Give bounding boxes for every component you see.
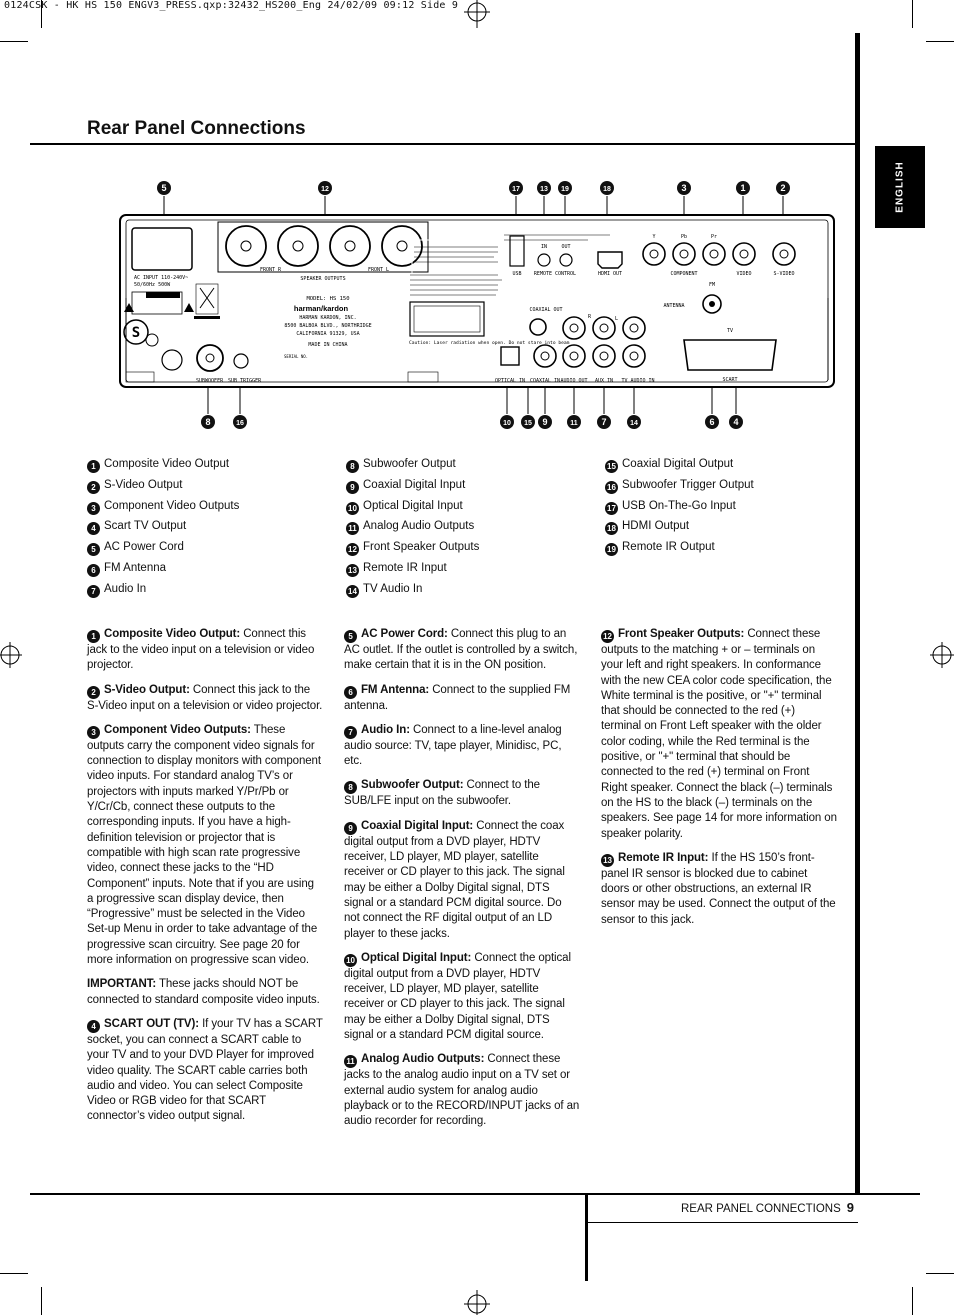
legend-label: Subwoofer Trigger Output [622,478,754,491]
description-term: Optical Digital Input: [361,951,472,964]
description-paragraph [344,819,580,942]
legend-label: USB On-The-Go Input [622,499,736,512]
callout-number: 11 [570,420,578,427]
callout-number: 15 [524,420,532,427]
label-video: VIDEO [736,271,752,277]
legend-number: 18 [605,522,618,535]
page-number: 9 [846,1200,854,1215]
description-paragraph [87,1017,323,1125]
legend-label: AC Power Cord [104,541,184,554]
legend-label: HDMI Output [622,520,690,533]
description-number: 13 [601,854,614,867]
legend-number: 3 [87,502,100,515]
legend-label: Analog Audio Outputs [363,520,475,533]
callout-number: 14 [630,420,638,427]
description-column [344,627,580,1139]
description-number: 2 [87,686,100,699]
registration-mark [462,1290,492,1315]
label-maker: HARMAN KARDON, INC. [299,315,357,321]
language-label: ENGLISH [894,161,906,213]
legend-number: 9 [346,481,359,494]
description-text: Connect the optical digital output from a DVD player, HDTV receiver, LD player, MD player, satellite receiver or CD player to this jack. The signal may be either a Dolby Digital signal, DTS signal or a standard PCM digital source. [344,951,571,1042]
title-rule [30,143,856,145]
legend-item [346,558,479,579]
label-optical-in: OPTICAL IN [494,378,526,384]
description-term: FM Antenna: [361,683,430,696]
callout-number: 10 [503,420,511,427]
legend-number: 12 [346,543,359,556]
footer-rule [30,1193,920,1195]
description-text: Connect these outputs to the matching + or – terminals on your left and right speakers. In conformance with the new CEA color code specification, the White terminal is the positive, or "+" terminal that should be connected to the red (+) terminal on Front Left speaker with the older color coding, while the Red terminal is the positive, or "+" terminal that should be connected to the red (+) terminal on Front Right speaker. Connect the black (–) terminals on the HS to the black (–) terminals on the speakers. See page 14 for more information on speaker polarity. [601,628,837,840]
callout-number: 7 [601,417,607,427]
label-address: 8500 BALBOA BLVD., NORTHRIDGE [284,323,372,329]
description-text: Connect this jack to the S-Video input on a television or video projector. [87,683,323,712]
label-r: R [588,314,592,320]
label-model: MODEL: HS 150 [306,296,350,302]
crop-mark [912,1287,913,1315]
print-slug: 0124CSK - HK HS 150 ENGV3_PRESS.qxp:32432_HS200_Eng 24/02/09 09:12 Side 9 [4,0,459,11]
description-text: If the HS 150’s front-panel IR sensor is blocked due to cabinet doors or other obstructions, an external IR sensor may be used. Connect the output of the sensor to this jack. [601,851,836,926]
description-number: 9 [344,822,357,835]
legend-number: 6 [87,564,100,577]
legend-number: 4 [87,522,100,535]
callout-number: 17 [512,186,520,193]
description-paragraph [601,627,838,842]
label-front-l: FRONT L [368,267,390,273]
description-number: 10 [344,954,357,967]
legend-label: Composite Video Output [104,458,230,470]
callout-number: 3 [681,183,687,193]
legend-item [87,496,239,517]
label-fm: FM [708,282,716,288]
legend-label: Front Speaker Outputs [363,541,480,554]
footer-box-rule [588,1222,858,1223]
footer-section: REAR PANEL CONNECTIONS [681,1203,841,1215]
description-paragraph [344,778,580,809]
description-paragraph [344,951,580,1043]
legend-number: 19 [605,543,618,556]
legend-item [346,579,479,600]
legend-item [87,558,239,579]
legend-number: 2 [87,481,100,494]
legend-label: FM Antenna [104,561,167,574]
callout-number: 5 [161,183,167,193]
callout-number: 18 [603,186,611,193]
description-text: These outputs carry the component video signals for connection to display monitors with component video inputs. For standard analog TV’s or projectors with inputs marked Y/Pr/Pb or Y/Cr/Cb, connect these outputs to the corresponding inputs. If you have a high-definition television or projector that is compatible with high scan rate progressive video, connect these jacks to the “HD Component” inputs. Note that if you are using a progressive scan display device, then “Progressive” must be selected in the Video Set-up Menu in order to take advantage of the progressive scan circuitry. See page 20 for more information on progressive scan video. [87,723,321,967]
label-power: 50/60Hz 500W [134,282,171,288]
description-term: SCART OUT (TV): [104,1017,199,1030]
legend-label: Coaxial Digital Output [622,458,734,470]
callout-number: 19 [561,186,569,193]
legend-number: 14 [346,585,359,598]
page-footer [681,1200,854,1215]
description-paragraph [344,683,580,714]
description-column [601,627,838,937]
description-term: AC Power Cord: [361,628,448,640]
legend-item [605,537,754,558]
description-text: Connect this plug to an AC outlet. If the outlet is controlled by a switch, make certain that it is in the ON position. [344,628,578,672]
description-text: Connect to a line-level analog audio source: TV, tape player, Minidisc, PC, etc. [344,723,562,768]
legend-number: 17 [605,502,618,515]
crop-mark [926,1273,954,1274]
description-term: Coaxial Digital Input: [361,819,474,832]
description-number: 6 [344,686,357,699]
callout-number: 9 [542,417,548,427]
legend-item [605,454,754,475]
description-number: 7 [344,726,357,739]
legend-label: Component Video Outputs [104,499,240,512]
page-edge-bar [855,33,860,1195]
label-usb: USB [512,271,522,277]
description-paragraph [87,723,323,968]
legend-item [605,475,754,496]
label-serial: SERIAL NO. [284,354,309,359]
description-text: Connect the coax digital output from a DVD player, HDTV receiver, LD player, MD player, satellite receiver or CD player to this jack. The signal may be either a Dolby Digital signal, DTS signal or a standard PCM digital source. Do not connect the RF digital output of an LD player to these jacks. [344,819,565,940]
legend-label: TV Audio In [363,582,423,595]
label-svideo: S-VIDEO [773,271,795,277]
label-made-in: MADE IN CHINA [308,342,348,348]
description-paragraph [344,1052,580,1129]
description-term: Analog Audio Outputs: [361,1053,485,1066]
crop-mark [41,1287,42,1315]
label-front-r: FRONT R [260,267,282,273]
label-subwoofer: SUBWOOFER [196,378,224,384]
registration-mark [930,640,954,670]
description-number: 11 [344,1055,357,1068]
legend-item [346,475,479,496]
label-pr: Pr [710,234,718,240]
label-hdmi-out: HDMI OUT [597,271,623,277]
legend-number: 1 [87,460,100,473]
label-ac-input: AC INPUT 110-240V~ [134,275,189,281]
legend-label: Remote IR Output [622,541,715,554]
legend-number: 10 [346,502,359,515]
language-tab [875,146,925,228]
label-state: CALIFORNIA 91329, USA [296,331,360,337]
callout-number: 12 [321,186,329,193]
legend-label: S-Video Output [104,478,183,491]
description-paragraph [344,723,580,770]
description-number: 12 [601,630,614,643]
description-number: 3 [87,726,100,739]
legend-item [87,516,239,537]
registration-mark [462,0,492,30]
label-coaxial-out: COAXIAL OUT [529,307,563,313]
description-paragraph [87,627,323,674]
description-paragraph [344,627,580,674]
label-pb: Pb [680,234,688,240]
legend-item [346,516,479,537]
legend-label: Subwoofer Output [363,458,456,470]
description-text: Connect this jack to the video input on a television or video projector. [87,628,315,672]
description-number: 4 [87,1020,100,1033]
legend-item [87,537,239,558]
label-y: Y [652,234,656,240]
svg-text:S: S [131,325,141,341]
legend-item [87,454,239,475]
description-term: Component Video Outputs: [104,723,251,736]
legend-label: Scart TV Output [104,520,187,533]
description-text: Connect to the SUB/LFE input on the subwoofer. [344,779,540,808]
label-antenna: ANTENNA [663,303,685,309]
label-aux-in: AUX IN [594,378,614,384]
rear-panel-diagram [118,180,838,435]
legend-item [87,475,239,496]
description-text: These jacks should NOT be connected to standard composite video inputs. [87,978,320,1006]
registration-mark [0,640,22,670]
description-term: Front Speaker Outputs: [618,628,745,640]
weee-icon [196,284,218,314]
label-tv: TV [726,328,734,334]
legend-number: 7 [87,585,100,598]
page-title: Rear Panel Connections [87,118,306,139]
callout-number: 4 [733,417,739,427]
legend-column [346,454,479,600]
crop-mark [0,1273,28,1274]
label-l: L [615,316,619,322]
callout-number: 13 [540,186,548,193]
legend-label: Optical Digital Input [363,499,463,512]
description-number: 8 [344,781,357,794]
label-remote-control: REMOTE CONTROL [533,271,577,277]
label-speaker-outputs: SPEAKER OUTPUTS [300,276,346,282]
legend-number: 13 [346,564,359,577]
description-text: If your TV has a SCART socket, you can connect a SCART cable to your TV and to your DVD Player for improved video quality. The SCART cable carries both audio and video. You can select Composite Video or RGB video for that SCART connector’s video output signal. [87,1017,323,1123]
description-text: Connect these jacks to the analog audio input on a TV set or external audio system for analog audio playback or to the RECORD/INPUT jacks of an audio recorder for recording. [344,1053,580,1128]
legend-number: 16 [605,481,618,494]
callout-number: 1 [740,183,746,193]
callout-number: 6 [709,417,715,427]
legend-label: Audio In [104,582,147,595]
description-column [87,627,323,1134]
legend-number: 5 [87,543,100,556]
laser-caution-text: Caution: Laser radiation when open. Do not stare into beam [409,341,570,346]
legend-item [605,516,754,537]
callout-number: 8 [205,417,211,427]
legend-item [87,579,239,600]
description-paragraph [601,851,838,928]
label-tv-audio-in: TV AUDIO IN [621,378,655,384]
description-term: Composite Video Output: [104,628,241,640]
label-component: COMPONENT [670,271,698,277]
description-paragraph [87,683,323,714]
crop-mark [912,0,913,28]
legend-column [87,454,239,600]
label-sub-trigger: SUB TRIGGER [228,378,262,384]
label-scart: SCART [722,377,738,383]
description-term: S-Video Output: [104,683,190,696]
label-audio-out: AUDIO OUT [560,378,588,384]
legend-number: 11 [346,522,359,535]
label-ir-in: IN [540,244,548,250]
callout-number: 16 [236,420,244,427]
legend-item [605,496,754,517]
description-paragraph [87,977,323,1008]
legend-item [346,537,479,558]
description-term: IMPORTANT: [87,978,157,991]
callout-number: 2 [780,183,786,193]
legend-label: Remote IR Input [363,561,447,574]
description-term: Remote IR Input: [618,851,709,864]
brand-logo-text: harman/kardon [293,304,349,313]
description-term: Audio In: [361,723,410,736]
legend-label: Coaxial Digital Input [363,478,466,491]
legend-number: 15 [605,460,618,473]
description-number: 1 [87,630,100,643]
label-coaxial-in: COAXIAL IN [529,378,561,384]
crop-mark [0,41,28,42]
label-ir-out: OUT [561,244,571,250]
legend-column [605,454,754,558]
legend-number: 8 [346,460,359,473]
description-text: Connect to the supplied FM antenna. [344,683,571,712]
description-term: Subwoofer Output: [361,779,464,792]
legend-item [346,496,479,517]
crop-mark [926,41,954,42]
legend-item [346,454,479,475]
description-number: 5 [344,630,357,643]
footer-divider [585,1195,588,1281]
